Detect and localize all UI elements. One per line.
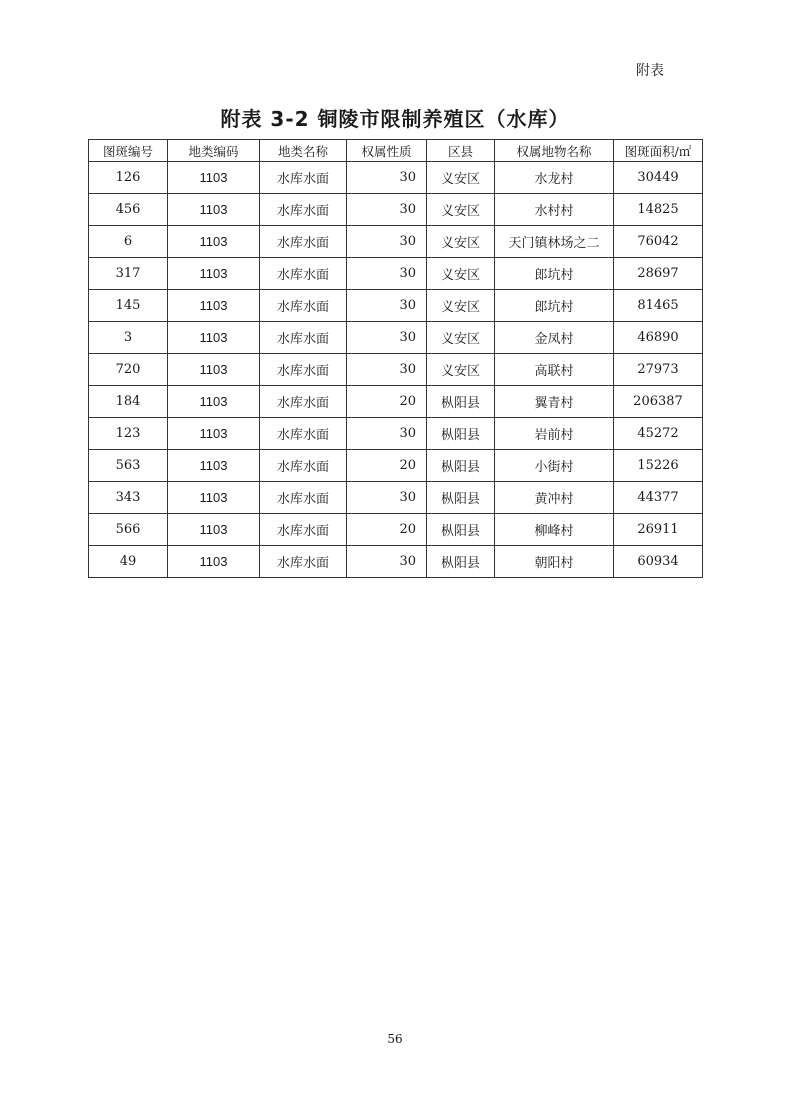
cell-ownership: 30 (347, 194, 427, 226)
cell-land-type: 水库水面 (260, 482, 347, 514)
cell-land-code: 1103 (168, 194, 260, 226)
cell-district: 枞阳县 (427, 482, 495, 514)
cell-land-type: 水库水面 (260, 450, 347, 482)
cell-ownership: 30 (347, 290, 427, 322)
cell-ownership: 30 (347, 162, 427, 194)
table-header-row (89, 140, 703, 162)
cell-land-type: 水库水面 (260, 226, 347, 258)
table-row (89, 162, 703, 194)
column-header-land-code: 地类编码 (168, 140, 260, 162)
table-row (89, 258, 703, 290)
table-row (89, 450, 703, 482)
cell-parcel-id: 123 (89, 418, 168, 450)
cell-ownership: 30 (347, 258, 427, 290)
cell-parcel-id: 145 (89, 290, 168, 322)
cell-ownership: 30 (347, 322, 427, 354)
cell-land-type: 水库水面 (260, 290, 347, 322)
cell-district: 义安区 (427, 290, 495, 322)
cell-area: 60934 (614, 546, 703, 578)
cell-ownership: 20 (347, 514, 427, 546)
cell-area: 46890 (614, 322, 703, 354)
table-row (89, 482, 703, 514)
cell-land-type: 水库水面 (260, 546, 347, 578)
cell-land-type: 水库水面 (260, 354, 347, 386)
cell-area: 14825 (614, 194, 703, 226)
cell-land-code: 1103 (168, 290, 260, 322)
cell-district: 枞阳县 (427, 386, 495, 418)
cell-parcel-id: 126 (89, 162, 168, 194)
cell-owner-name: 天门镇林场之二 (495, 226, 614, 258)
cell-parcel-id: 3 (89, 322, 168, 354)
cell-ownership: 20 (347, 386, 427, 418)
page-header-label: 附表 (636, 63, 664, 79)
cell-district: 义安区 (427, 322, 495, 354)
column-header-area: 图斑面积/㎡ (614, 140, 703, 162)
table-row (89, 354, 703, 386)
cell-parcel-id: 563 (89, 450, 168, 482)
column-header-ownership: 权属性质 (347, 140, 427, 162)
cell-parcel-id: 184 (89, 386, 168, 418)
cell-district: 枞阳县 (427, 418, 495, 450)
cell-parcel-id: 343 (89, 482, 168, 514)
cell-area: 45272 (614, 418, 703, 450)
cell-ownership: 20 (347, 450, 427, 482)
cell-land-code: 1103 (168, 546, 260, 578)
cell-parcel-id: 49 (89, 546, 168, 578)
cell-owner-name: 翼青村 (495, 386, 614, 418)
cell-land-code: 1103 (168, 386, 260, 418)
cell-district: 枞阳县 (427, 546, 495, 578)
column-header-parcel-id: 图斑编号 (89, 140, 168, 162)
cell-area: 27973 (614, 354, 703, 386)
cell-owner-name: 小街村 (495, 450, 614, 482)
cell-owner-name: 郎坑村 (495, 258, 614, 290)
cell-owner-name: 高联村 (495, 354, 614, 386)
cell-land-code: 1103 (168, 514, 260, 546)
cell-area: 26911 (614, 514, 703, 546)
cell-area: 76042 (614, 226, 703, 258)
cell-owner-name: 柳峰村 (495, 514, 614, 546)
table-row (89, 226, 703, 258)
cell-parcel-id: 720 (89, 354, 168, 386)
cell-land-code: 1103 (168, 322, 260, 354)
cell-district: 枞阳县 (427, 450, 495, 482)
cell-owner-name: 郎坑村 (495, 290, 614, 322)
cell-owner-name: 黄冲村 (495, 482, 614, 514)
cell-land-type: 水库水面 (260, 322, 347, 354)
cell-parcel-id: 317 (89, 258, 168, 290)
cell-ownership: 30 (347, 546, 427, 578)
cell-owner-name: 水村村 (495, 194, 614, 226)
cell-land-code: 1103 (168, 482, 260, 514)
table-row (89, 290, 703, 322)
cell-ownership: 30 (347, 418, 427, 450)
cell-parcel-id: 456 (89, 194, 168, 226)
cell-land-type: 水库水面 (260, 162, 347, 194)
restricted-breeding-area-table (88, 139, 703, 578)
table-row (89, 386, 703, 418)
cell-land-code: 1103 (168, 258, 260, 290)
table-row (89, 322, 703, 354)
cell-district: 义安区 (427, 194, 495, 226)
column-header-owner-name: 权属地物名称 (495, 140, 614, 162)
cell-owner-name: 岩前村 (495, 418, 614, 450)
table-row (89, 514, 703, 546)
table-title: 附表 3-2 铜陵市限制养殖区（水库） (220, 107, 570, 131)
cell-owner-name: 金凤村 (495, 322, 614, 354)
table-row (89, 546, 703, 578)
cell-land-type: 水库水面 (260, 258, 347, 290)
cell-district: 枞阳县 (427, 514, 495, 546)
cell-land-code: 1103 (168, 162, 260, 194)
cell-land-type: 水库水面 (260, 418, 347, 450)
table-row (89, 194, 703, 226)
cell-ownership: 30 (347, 482, 427, 514)
column-header-district: 区县 (427, 140, 495, 162)
cell-owner-name: 水龙村 (495, 162, 614, 194)
cell-parcel-id: 6 (89, 226, 168, 258)
cell-area: 28697 (614, 258, 703, 290)
cell-area: 44377 (614, 482, 703, 514)
cell-district: 义安区 (427, 226, 495, 258)
cell-land-type: 水库水面 (260, 514, 347, 546)
column-header-land-type: 地类名称 (260, 140, 347, 162)
cell-land-code: 1103 (168, 354, 260, 386)
cell-district: 义安区 (427, 162, 495, 194)
cell-owner-name: 朝阳村 (495, 546, 614, 578)
cell-parcel-id: 566 (89, 514, 168, 546)
table-body (89, 162, 703, 578)
cell-ownership: 30 (347, 226, 427, 258)
cell-area: 206387 (614, 386, 703, 418)
cell-land-code: 1103 (168, 418, 260, 450)
cell-land-type: 水库水面 (260, 386, 347, 418)
table-row (89, 418, 703, 450)
cell-area: 15226 (614, 450, 703, 482)
page-number: 56 (387, 1032, 403, 1046)
cell-district: 义安区 (427, 258, 495, 290)
cell-land-code: 1103 (168, 450, 260, 482)
cell-land-type: 水库水面 (260, 194, 347, 226)
cell-ownership: 30 (347, 354, 427, 386)
cell-district: 义安区 (427, 354, 495, 386)
cell-land-code: 1103 (168, 226, 260, 258)
cell-area: 30449 (614, 162, 703, 194)
cell-area: 81465 (614, 290, 703, 322)
